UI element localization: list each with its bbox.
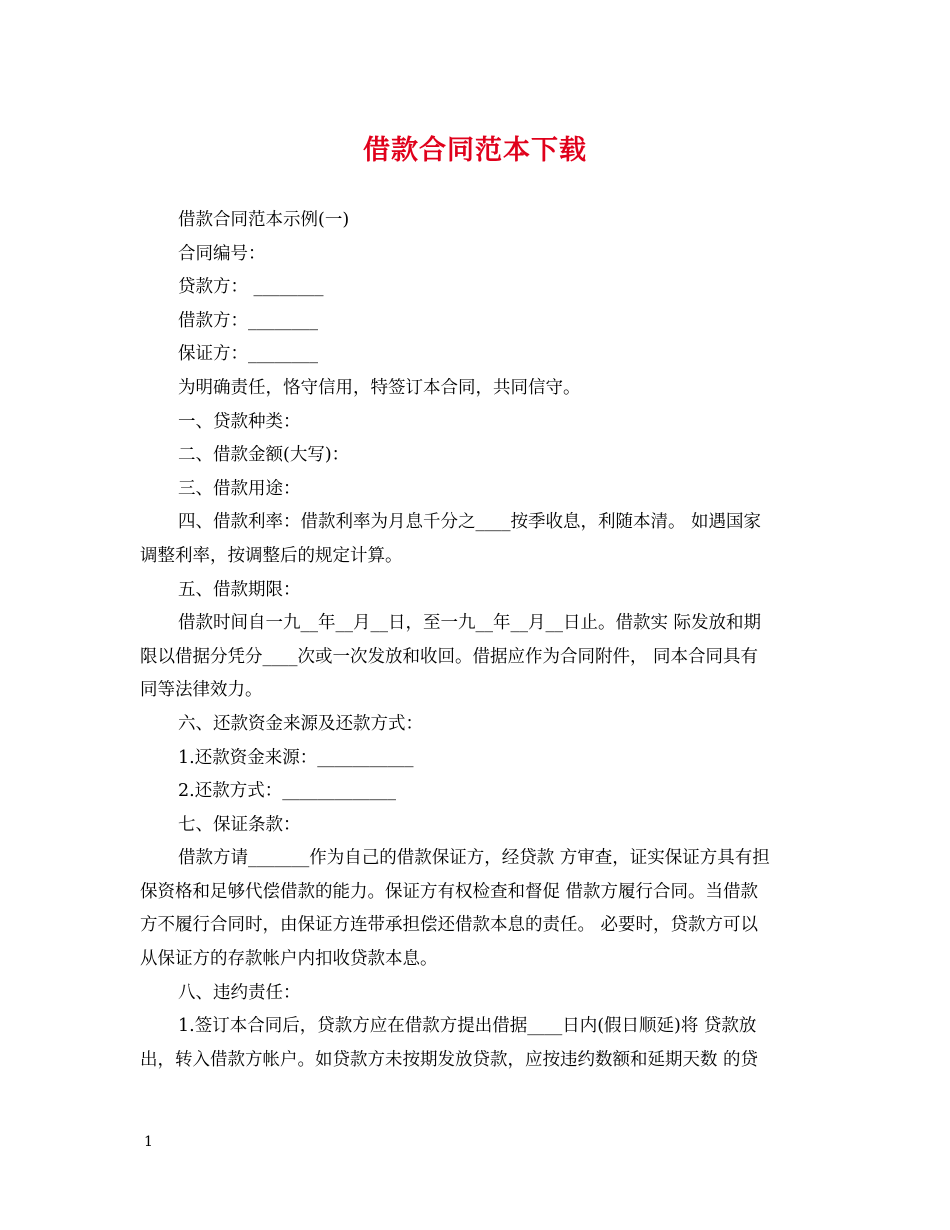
guarantee-paragraph-line-2: 保资格和足够代偿借款的能力。保证方有权检查和督促 借款方履行合同。当借款 [140,881,759,902]
contract-number-field: 合同编号： [178,243,266,264]
preamble-paragraph: 为明确责任，恪守信用，特签订本合同，共同信守。 [178,377,581,398]
guarantee-paragraph-line-4: 从保证方的存款帐户内扣收贷款本息。 [140,949,438,970]
clause-interest-rate-continued: 调整利率，按调整后的规定计算。 [140,545,403,566]
borrower-field: 借款方：________ [178,310,318,331]
guarantee-paragraph: 借款方请_______作为自己的借款保证方，经贷款 方审查，证实保证方具有担 [178,848,770,869]
breach-paragraph: 1.签订本合同后，贷款方应在借款方提出借据____日内(假日顺延)将 贷款放 [178,1016,757,1037]
section-heading: 借款合同范本示例(一) [178,210,350,230]
repayment-source-field: 1.还款资金来源：___________ [178,747,414,768]
clause-loan-type: 一、贷款种类： [178,411,301,432]
lender-field: 贷款方： ________ [178,277,324,298]
clause-breach-liability: 八、违约责任： [178,982,301,1003]
guarantee-paragraph-line-3: 方不履行合同时，由保证方连带承担偿还借款本息的责任。 必要时，贷款方可以 [140,915,759,936]
clause-loan-term: 五、借款期限： [178,579,301,600]
document-title: 借款合同范本下载 [363,135,587,166]
repayment-method-field: 2.还款方式：_____________ [178,781,396,802]
guarantor-field: 保证方：________ [178,344,318,365]
clause-loan-amount: 二、借款金额(大写)： [178,445,350,466]
clause-interest-rate: 四、借款利率：借款利率为月息千分之____按季收息，利随本清。 如遇国家 [178,512,762,533]
loan-term-paragraph-line-2: 限以借据分凭分____次或一次发放和收回。借据应作为合同附件， 同本合同具有 [140,646,759,667]
breach-paragraph-line-2: 出，转入借款方帐户。如贷款方未按期发放贷款，应按违约数额和延期天数 的贷 [140,1049,759,1070]
document-body [140,204,812,1077]
loan-term-paragraph-line-3: 同等法律效力。 [140,680,263,701]
page-number: 1 [144,1134,153,1150]
loan-term-paragraph: 借款时间自一九__年__月__日，至一九__年__月__日止。借款实 际发放和期 [178,613,762,634]
clause-loan-purpose: 三、借款用途： [178,478,301,499]
clause-repayment: 六、还款资金来源及还款方式： [178,713,423,734]
clause-guarantee: 七、保证条款： [178,814,301,835]
